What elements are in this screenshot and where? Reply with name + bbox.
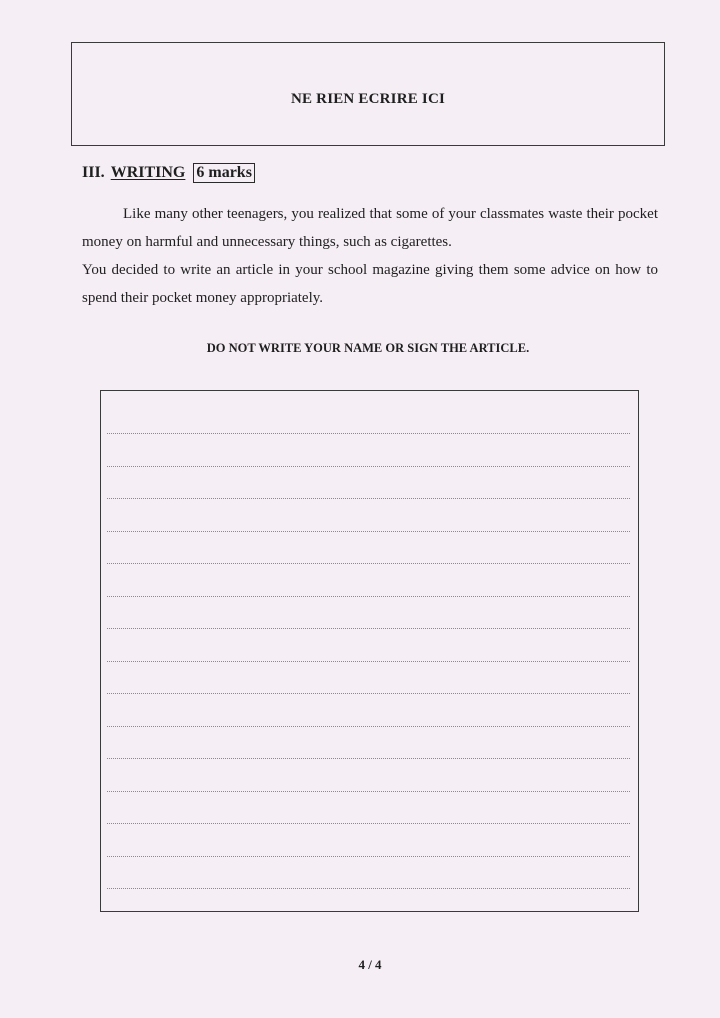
answer-line[interactable] bbox=[107, 498, 630, 499]
section-heading bbox=[82, 163, 255, 183]
answer-line[interactable] bbox=[107, 433, 630, 434]
answer-box[interactable] bbox=[100, 390, 639, 912]
answer-line[interactable] bbox=[107, 531, 630, 532]
answer-line[interactable] bbox=[107, 726, 630, 727]
answer-line[interactable] bbox=[107, 596, 630, 597]
section-title: WRITING bbox=[110, 164, 186, 181]
prompt-paragraph-2: You decided to write an article in your school magazine giving them some advice on how to spend their pocket money appropriately. bbox=[82, 262, 658, 306]
marks-badge: 6 marks bbox=[193, 163, 255, 183]
answer-line[interactable] bbox=[107, 563, 630, 564]
page-number: 4 / 4 bbox=[358, 957, 382, 972]
answer-line[interactable] bbox=[107, 791, 630, 792]
answer-line[interactable] bbox=[107, 856, 630, 857]
section-number: III. bbox=[82, 164, 105, 181]
do-not-write-notice: NE RIEN ECRIRE ICI bbox=[290, 91, 446, 107]
writing-prompt bbox=[82, 200, 658, 312]
do-not-write-box bbox=[71, 42, 665, 146]
answer-line[interactable] bbox=[107, 823, 630, 824]
instruction-note: DO NOT WRITE YOUR NAME OR SIGN THE ARTICLE. bbox=[206, 341, 530, 355]
answer-line[interactable] bbox=[107, 466, 630, 467]
prompt-paragraph-1: Like many other teenagers, you realized that some of your classmates waste their pocket money on harmful and unnecessary things, such as cigarettes. bbox=[82, 206, 658, 250]
answer-line[interactable] bbox=[107, 888, 630, 889]
answer-line[interactable] bbox=[107, 628, 630, 629]
answer-line[interactable] bbox=[107, 758, 630, 759]
answer-line[interactable] bbox=[107, 661, 630, 662]
answer-line[interactable] bbox=[107, 693, 630, 694]
